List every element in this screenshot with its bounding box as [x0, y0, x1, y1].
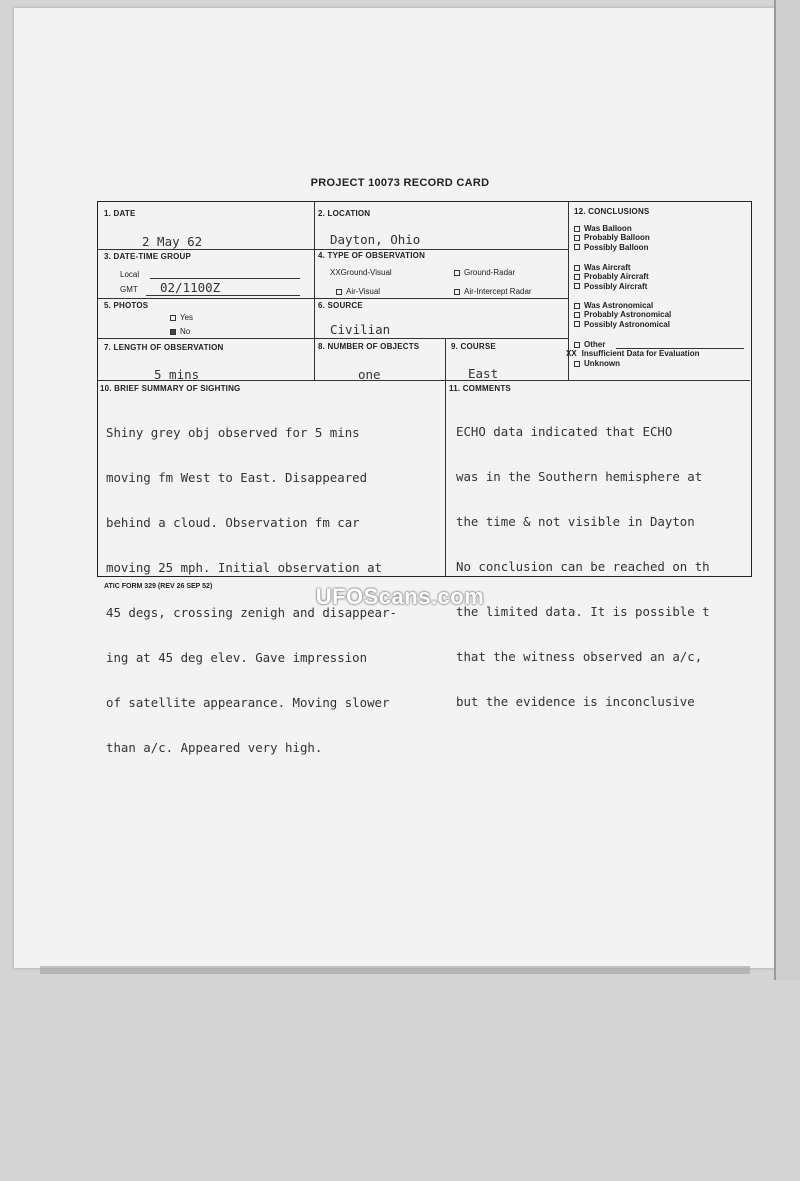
aircraft-group: [574, 263, 649, 291]
comments-label: 11. COMMENTS: [449, 384, 511, 393]
comments-line: No conclusion can be reached on th: [456, 559, 710, 574]
summary-line: moving fm West to East. Disappeared: [106, 470, 368, 485]
checked-box-icon: [170, 329, 176, 335]
conclusion-item: [574, 272, 649, 281]
checkbox-icon: [574, 244, 580, 250]
balloon-group: [574, 224, 650, 252]
conclusion-label: Probably Aircraft: [584, 272, 649, 282]
comments-text: [456, 394, 710, 739]
gmt-label: GMT: [120, 285, 138, 294]
summary-line: of satellite appearance. Moving slower: [106, 695, 390, 710]
photos-yes-label: Yes: [180, 313, 194, 322]
checkbox-icon: [574, 274, 580, 280]
conclusion-unknown: [574, 359, 620, 368]
photos-no-label: No: [180, 327, 191, 336]
conclusion-insufficient: [566, 349, 699, 358]
conclusion-other: [574, 340, 605, 349]
checkbox-icon: [170, 315, 176, 321]
rule: [98, 298, 568, 299]
card-title: PROJECT 10073 RECORD CARD: [310, 177, 490, 189]
rule: [314, 202, 315, 380]
conclusion-label: Possibly Aircraft: [584, 281, 648, 291]
conclusion-label: Possibly Astronomical: [584, 319, 670, 329]
page-shadow: [40, 966, 750, 974]
conclusion-label: Probably Balloon: [584, 233, 650, 243]
photos-label: 5. PHOTOS: [104, 301, 149, 310]
checkbox-icon: [454, 270, 460, 276]
conclusion-item: [574, 224, 650, 233]
dtg-label: 3. DATE-TIME GROUP: [104, 252, 192, 261]
checkbox-icon: [574, 342, 580, 348]
course-value: East: [468, 366, 499, 381]
gmt-value: 02/1100Z: [160, 280, 221, 295]
summary-line: 45 degs, crossing zenigh and disappear-: [106, 605, 397, 620]
other-label: Other: [584, 340, 606, 349]
air-intercept-option: [454, 287, 532, 296]
comments-line: the limited data. It is possible t: [456, 604, 710, 619]
conclusion-label: Was Astronomical: [584, 301, 654, 310]
form-id: ATIC FORM 329 (REV 26 SEP 52): [104, 583, 213, 590]
checkbox-icon: [574, 361, 580, 367]
checkbox-icon: [574, 265, 580, 271]
comments-line: but the evidence is inconclusive: [456, 694, 695, 709]
ground-radar-option: [454, 268, 515, 277]
checkbox-icon: [454, 289, 460, 295]
conclusion-label: Was Balloon: [584, 224, 632, 233]
comments-line: ECHO data indicated that ECHO: [456, 424, 673, 439]
date-label: 1. DATE: [104, 209, 136, 218]
summary-label: 10. BRIEF SUMMARY OF SIGHTING: [100, 384, 241, 393]
air-intercept-label: Air-Intercept Radar: [464, 287, 532, 296]
gmt-underline: [146, 295, 300, 296]
watermark: UFOScans.com: [315, 584, 485, 609]
local-label: Local: [120, 270, 140, 279]
ground-radar-label: Ground-Radar: [464, 268, 516, 277]
ground-visual-option: [330, 268, 392, 277]
conclusion-label: Was Aircraft: [584, 263, 631, 272]
rule: [98, 338, 568, 339]
conclusion-item: [574, 301, 671, 310]
obs-type-label: 4. TYPE OF OBSERVATION: [318, 251, 426, 260]
conclusion-item: [574, 282, 649, 291]
photos-yes-option: [170, 313, 193, 322]
summary-line: moving 25 mph. Initial observation at: [106, 560, 383, 575]
air-visual-label: Air-Visual: [346, 287, 381, 296]
summary-line: behind a cloud. Observation fm car: [106, 515, 360, 530]
summary-line: than a/c. Appeared very high.: [106, 740, 323, 755]
location-value: Dayton, Ohio: [330, 232, 421, 247]
comments-line: the time & not visible in Dayton: [456, 514, 695, 529]
summary-line: ing at 45 deg elev. Gave impression: [106, 650, 368, 665]
conclusion-item: [574, 320, 671, 329]
ground-visual-label: Ground-Visual: [340, 268, 392, 277]
checkmark-x: XX: [330, 268, 341, 277]
checkbox-icon: [574, 283, 580, 289]
conclusion-item: [574, 263, 649, 272]
conclusion-item: [574, 233, 650, 242]
checkbox-icon: [574, 321, 580, 327]
num-objects-value: one: [358, 367, 381, 382]
checkbox-icon: [574, 235, 580, 241]
checkbox-icon: [574, 303, 580, 309]
conclusions-list: [574, 263, 649, 291]
summary-line: Shiny grey obj observed for 5 mins: [106, 425, 360, 440]
conclusions-list: [574, 224, 650, 252]
local-underline: [150, 278, 300, 279]
comments-line: that the witness observed an a/c,: [456, 649, 703, 664]
astronomical-group: [574, 301, 671, 329]
rule: [98, 249, 568, 250]
conclusion-label: Possibly Balloon: [584, 242, 649, 252]
checkbox-icon: [336, 289, 342, 295]
conclusions-list: [574, 301, 671, 329]
source-label: 6. SOURCE: [318, 301, 363, 310]
checkbox-icon: [574, 312, 580, 318]
unknown-label: Unknown: [584, 359, 620, 368]
conclusions-label: 12. CONCLUSIONS: [574, 207, 650, 216]
course-label: 9. COURSE: [451, 342, 496, 351]
rule: [445, 380, 446, 576]
air-visual-option: [336, 287, 380, 296]
conclusion-item: [574, 310, 671, 319]
num-objects-label: 8. NUMBER OF OBJECTS: [318, 342, 420, 351]
length-label: 7. LENGTH OF OBSERVATION: [104, 343, 224, 352]
checkbox-icon: [574, 226, 580, 232]
date-value: 2 May 62: [142, 234, 203, 249]
comments-line: was in the Southern hemisphere at: [456, 469, 703, 484]
source-value: Civilian: [330, 322, 391, 337]
scanner-edge: [774, 0, 800, 980]
length-value: 5 mins: [154, 367, 200, 382]
checkmark-x: XX: [566, 349, 577, 358]
conclusion-item: [574, 243, 650, 252]
conclusion-label: Probably Astronomical: [584, 310, 672, 320]
insufficient-label: Insufficient Data for Evaluation: [581, 349, 700, 358]
photos-no-option: [170, 327, 190, 336]
location-label: 2. LOCATION: [318, 209, 371, 218]
rule: [445, 338, 446, 380]
